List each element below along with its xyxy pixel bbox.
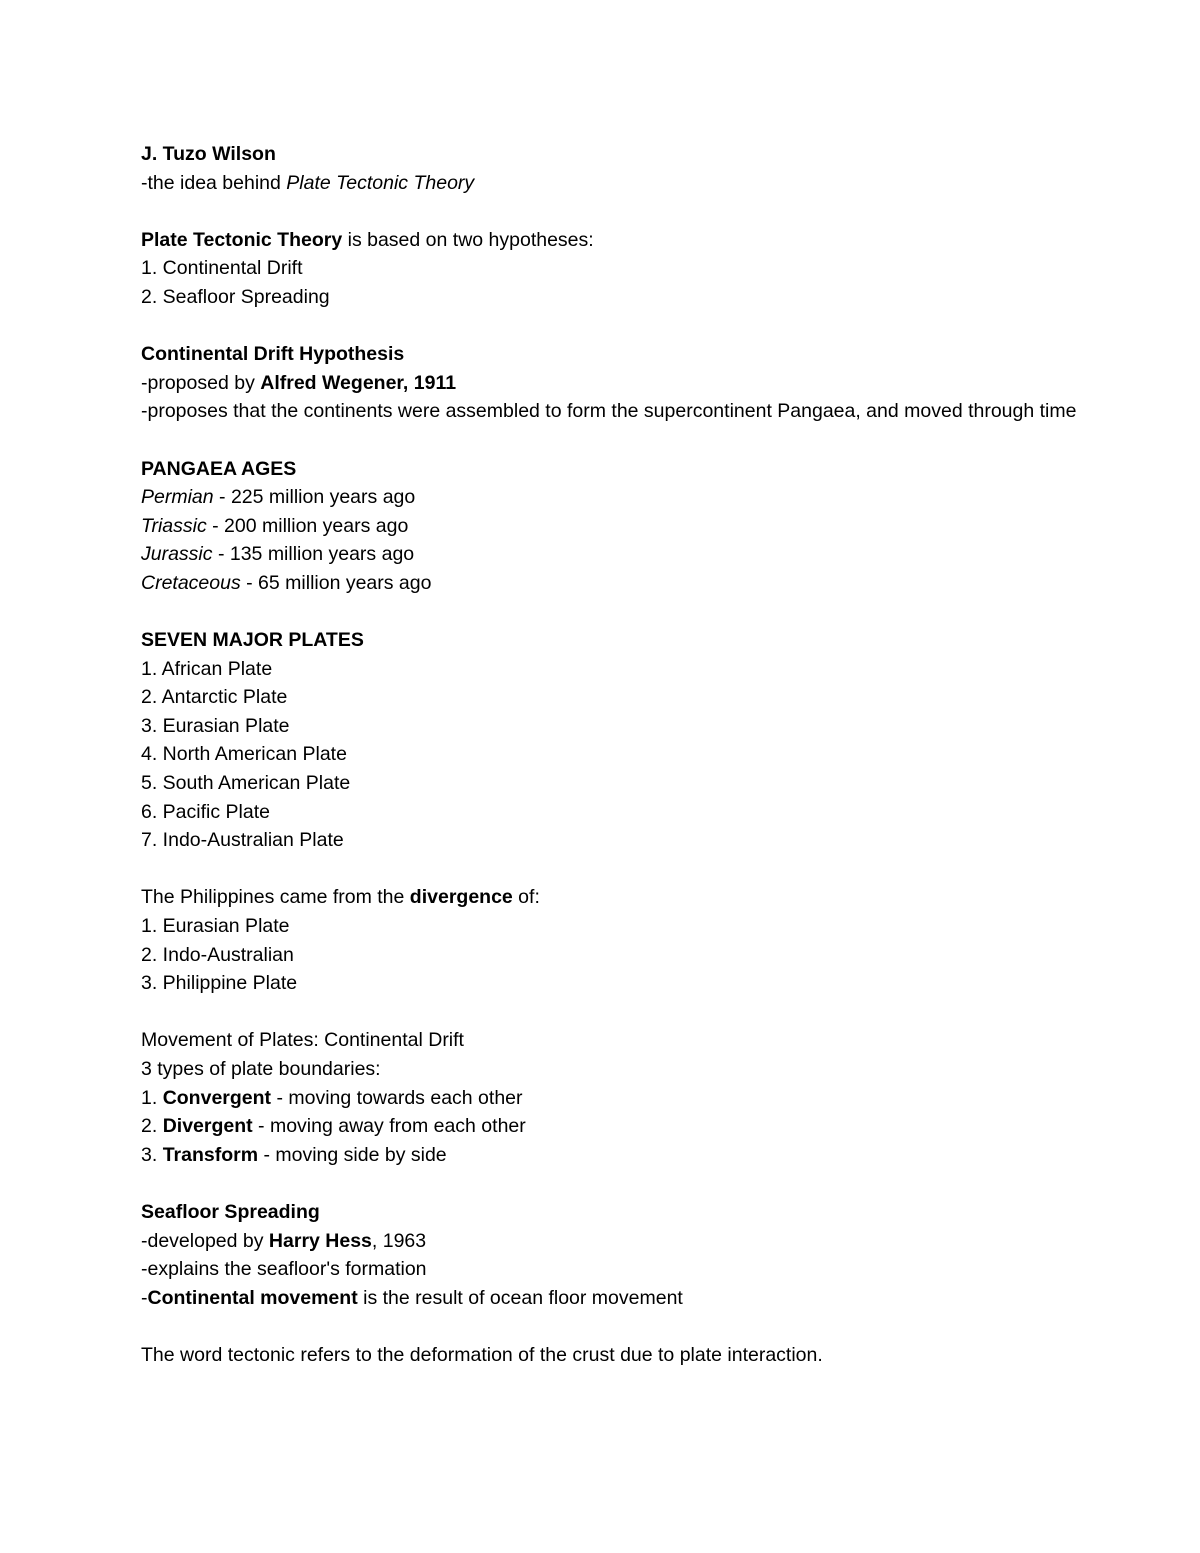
wilson-heading: J. Tuzo Wilson xyxy=(141,143,276,165)
age-period: Jurassic xyxy=(141,543,213,566)
list-item xyxy=(141,1141,1081,1170)
seafloor-continental-movement xyxy=(141,1284,1081,1313)
ptt-intro xyxy=(141,226,1081,255)
seafloor-dev-prefix: -developed by xyxy=(141,1229,269,1252)
spacer xyxy=(141,598,1081,627)
list-item: 4. North American Plate xyxy=(141,743,347,766)
list-item xyxy=(141,540,1081,569)
list-item: 3. Philippine Plate xyxy=(141,972,298,995)
seafloor-cm-bold: Continental movement xyxy=(147,1286,358,1309)
seafloor-developed xyxy=(141,1227,1081,1256)
age-period: Permian xyxy=(141,486,214,509)
list-item: 7. Indo-Australian Plate xyxy=(141,829,344,852)
list-item: 1. Continental Drift xyxy=(141,257,303,280)
age-text: - 135 million years ago xyxy=(212,543,415,566)
closing-sentence: The word tectonic refers to the deformation of the crust due to plate interaction. xyxy=(141,1343,823,1366)
spacer xyxy=(141,426,1081,455)
age-text: - 200 million years ago xyxy=(206,514,409,537)
wilson-line xyxy=(141,169,1081,198)
list-item: 5. South American Plate xyxy=(141,772,351,795)
spacer xyxy=(141,855,1081,884)
spacer xyxy=(141,1169,1081,1198)
boundary-desc: - moving away from each other xyxy=(252,1115,526,1138)
cdh-proposed-prefix: -proposed by xyxy=(141,371,261,394)
list-item: 3. Eurasian Plate xyxy=(141,714,290,737)
cdh-proposed xyxy=(141,369,1081,398)
plates-heading: SEVEN MAJOR PLATES xyxy=(141,629,364,652)
philippines-prefix: The Philippines came from the xyxy=(141,886,410,909)
cdh-heading: Continental Drift Hypothesis xyxy=(141,343,405,366)
list-item xyxy=(141,569,1081,598)
movement-title: Movement of Plates: Continental Drift xyxy=(141,1029,464,1052)
list-item: 6. Pacific Plate xyxy=(141,800,270,823)
ages-heading: PANGAEA AGES xyxy=(141,457,297,480)
boundary-type: Divergent xyxy=(162,1115,253,1138)
boundary-num: 1. xyxy=(141,1086,163,1109)
wilson-line-prefix: -the idea behind xyxy=(141,171,287,194)
boundary-num: 2. xyxy=(141,1115,163,1138)
boundary-type: Transform xyxy=(162,1143,259,1166)
philippines-intro xyxy=(141,883,1081,912)
age-text: - 225 million years ago xyxy=(213,486,416,509)
list-item: 2. Antarctic Plate xyxy=(141,686,288,709)
seafloor-cm-prefix: - xyxy=(141,1286,148,1309)
seafloor-dev-suffix: , 1963 xyxy=(371,1229,427,1252)
list-item xyxy=(141,483,1081,512)
age-period: Triassic xyxy=(141,514,207,537)
list-item: 1. Eurasian Plate xyxy=(141,915,290,938)
spacer xyxy=(141,1312,1081,1341)
boundary-desc: - moving towards each other xyxy=(271,1086,523,1109)
philippines-suffix: of: xyxy=(512,886,540,909)
seafloor-explains: -explains the seafloor's formation xyxy=(141,1258,427,1281)
spacer xyxy=(141,197,1081,226)
seafloor-cm-suffix: is the result of ocean floor movement xyxy=(357,1286,683,1309)
list-item: 1. African Plate xyxy=(141,657,273,680)
boundary-type: Convergent xyxy=(162,1086,272,1109)
ptt-bold: Plate Tectonic Theory xyxy=(141,228,343,251)
list-item xyxy=(141,1084,1081,1113)
list-item: 2. Indo-Australian xyxy=(141,943,294,966)
seafloor-dev-bold: Harry Hess xyxy=(268,1229,372,1252)
ptt-rest: is based on two hypotheses: xyxy=(342,228,594,251)
wilson-line-italic: Plate Tectonic Theory xyxy=(286,171,475,194)
seafloor-heading: Seafloor Spreading xyxy=(141,1200,320,1223)
cdh-proposed-bold: Alfred Wegener, 1911 xyxy=(260,371,457,394)
spacer xyxy=(141,998,1081,1027)
document-body xyxy=(141,140,1081,1370)
list-item xyxy=(141,1112,1081,1141)
cdh-proposes: -proposes that the continents were assembled to form the supercontinent Pangaea, and moved through time xyxy=(141,400,1077,423)
age-period: Cretaceous xyxy=(141,571,241,594)
list-item xyxy=(141,512,1081,541)
list-item: 2. Seafloor Spreading xyxy=(141,285,330,308)
age-text: - 65 million years ago xyxy=(240,571,432,594)
boundary-num: 3. xyxy=(141,1143,163,1166)
boundary-desc: - moving side by side xyxy=(258,1143,447,1166)
spacer xyxy=(141,312,1081,341)
movement-subtitle: 3 types of plate boundaries: xyxy=(141,1058,381,1080)
philippines-bold: divergence xyxy=(409,886,513,909)
